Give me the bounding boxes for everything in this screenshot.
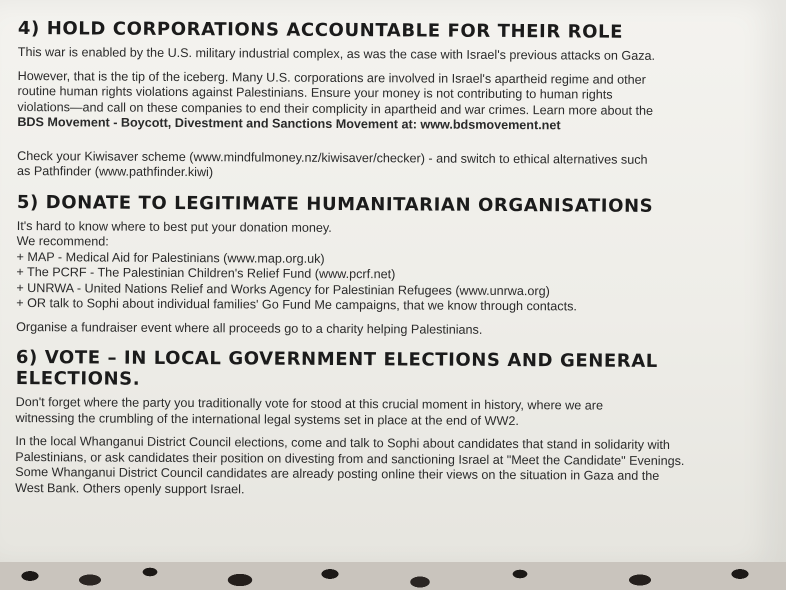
section-6-paragraph-2-line-2: Palestinians, or ask candidates their position on divesting from and sanctioning Israel at "Meet the Candidate" Evenings. (15, 449, 685, 468)
section-4-heading: 4) HOLD CORPORATIONS ACCOUNTABLE FOR THEIR ROLE (17, 18, 624, 43)
section-6-paragraph-2-line-1: In the local Whanganui District Council elections, come and talk to Sophi about candidates that stand in solidarity with (15, 433, 670, 452)
section-4-paragraph-2-line-1: However, that is the tip of the iceberg. Many U.S. corporations are involved in Israel's apartheid regime and other (17, 68, 646, 87)
section-5-fundraiser: Organise a fundraiser event where all proceeds go to a charity helping Palestinians. (16, 319, 483, 337)
list-item: + OR talk to Sophi about individual families' Go Fund Me campaigns, that we know through contacts. (16, 295, 577, 314)
fabric-background (0, 562, 786, 590)
list-item: + UNRWA - United Nations Relief and Works Agency for Palestinian Refugees (www.unrwa.org) (16, 280, 550, 298)
section-vote (15, 347, 746, 500)
list-item: + MAP - Medical Aid for Palestinians (www.map.org.uk) (16, 249, 325, 266)
section-6-heading: 6) VOTE – IN LOCAL GOVERNMENT ELECTIONS AND GENERAL ELECTIONS. (15, 346, 658, 390)
section-4-paragraph-2-line-2: routine human rights violations against Palestinians. Ensure your money is not contributing to human rights (17, 83, 613, 102)
section-hold-corporations (17, 18, 748, 184)
section-6-paragraph-2-line-3: Some Whanganui District Council candidates are already posting online their views on the situation in Gaza and the (15, 464, 660, 483)
section-5-intro: It's hard to know where to best put your donation money. (16, 218, 332, 235)
section-6-paragraph-2-line-4: West Bank. Others openly support Israel. (15, 480, 245, 496)
section-4-kiwisaver-line-1: Check your Kiwisaver scheme (www.mindfulmoney.nz/kiwisaver/checker) - and switch to ethical alternatives such (17, 148, 648, 167)
section-6-paragraph-1-line-1: Don't forget where the party you traditionally vote for stood at this crucial moment in history, where we are (15, 394, 604, 413)
section-4-paragraph-1: This war is enabled by the U.S. military industrial complex, as was the case with Israel's previous attacks on Gaza. (17, 44, 656, 63)
section-donate (16, 191, 747, 339)
flyer-content (15, 18, 748, 500)
section-4-bds-link-line: BDS Movement - Boycott, Divestment and Sanctions Movement at: www.bdsmovement.net (17, 114, 561, 133)
list-item: + The PCRF - The Palestinian Children's Relief Fund (www.pcrf.net) (16, 264, 396, 282)
section-5-recommend-label: We recommend: (16, 233, 109, 249)
section-5-heading: 5) DONATE TO LEGITIMATE HUMANITARIAN ORGANISATIONS (16, 191, 654, 217)
section-4-kiwisaver-line-2: as Pathfinder (www.pathfinder.kiwi) (17, 163, 214, 180)
section-4-paragraph-2-line-3: violations—and call on these companies to end their complicity in apartheid and war crimes. Learn more about the (17, 99, 654, 118)
section-6-paragraph-1-line-2: witnessing the crumbling of the international legal systems set in place at the end of WW2. (15, 410, 519, 428)
donation-list (16, 249, 746, 315)
